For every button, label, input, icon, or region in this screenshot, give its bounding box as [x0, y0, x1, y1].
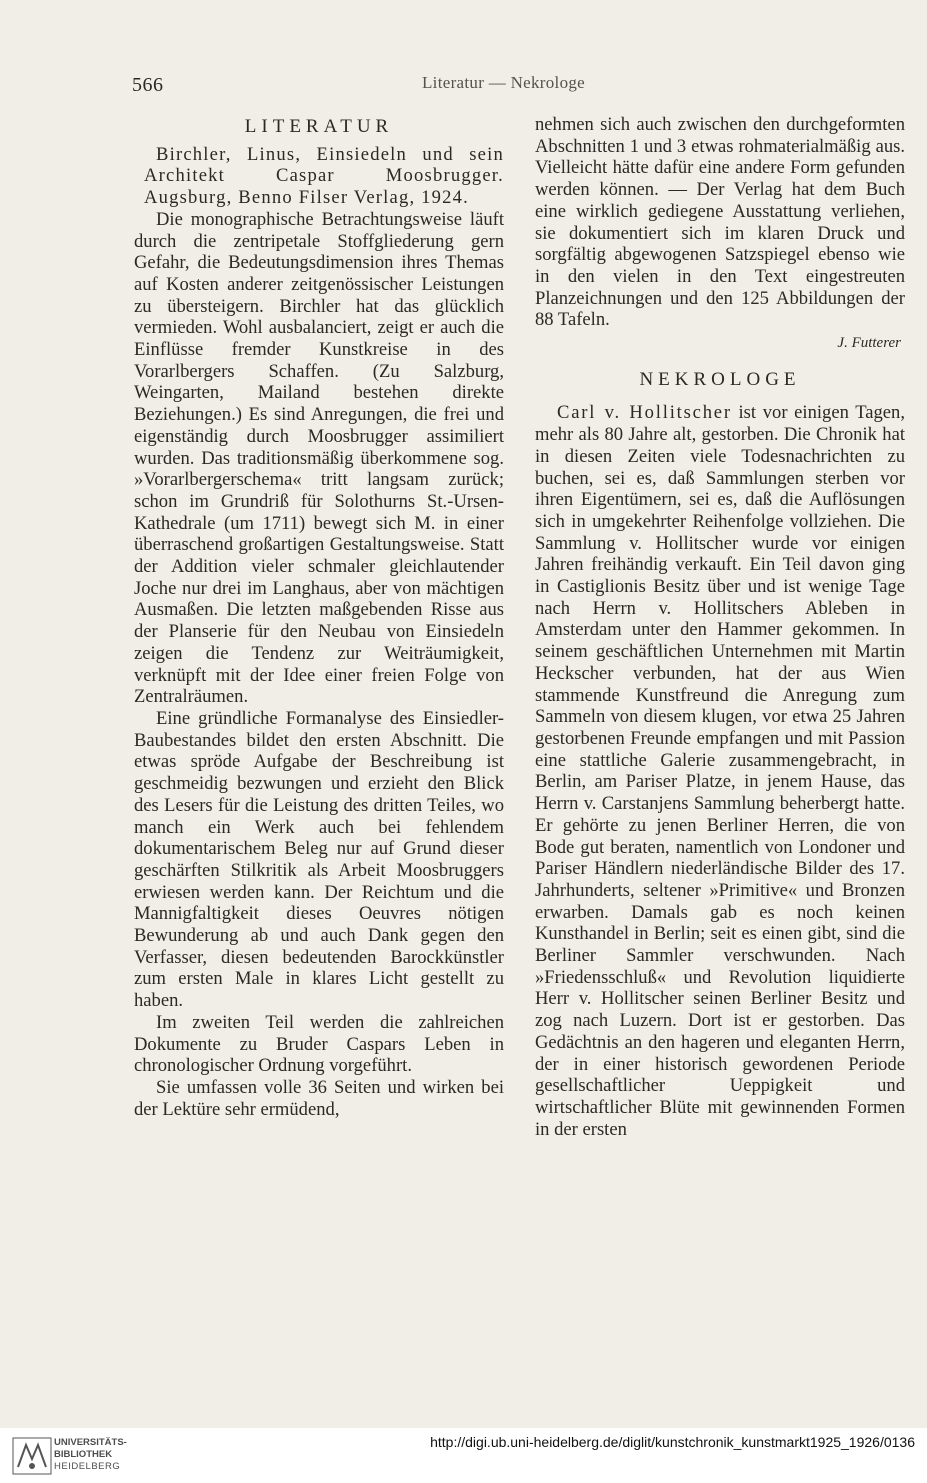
obituary-paragraph: [535, 402, 905, 1140]
review-paragraph-4: Sie umfassen volle 36 Seiten und wirken bei der Lektüre sehr ermüdend,: [134, 1076, 504, 1120]
author-signature: J. Futterer: [837, 335, 901, 352]
page-number: 566: [132, 74, 164, 96]
section-title-nekrologe: NEKROLOGE: [639, 368, 801, 390]
library-name: [54, 1437, 127, 1473]
obituary-text: ist vor einigen Tagen, mehr als 80 Jahre alt, gestorben. Die Chronik hat in diesen Zeiten viele Todesnachrichten zu buchen, sei es, daß Sammlungen sterben vor ihren Eigentümern, sei es, daß die Auflösungen sich in umgekehrter Reihenfolge vollziehen. Die Sammlung v. Hollitscher wurde vor einigen Jahren freihändig verkauft. Ein Teil davon ging in Castiglionis Besitz über und ist wenige Tage nach Herrn v. Hollitschers Ableben in Amsterdam unter den Hammer gekommen. In seinem geschäftlichen Unternehmen mit Martin Heckscher verbunden, hat der aus Wien stammende Kunstfreund die Anregung zum Sammeln von diesem klugen, vor etwa 25 Jahren gestorbenen Freunde empfangen und mit Passion eine stattliche Galerie zusammengebracht, in Berlin, am Pariser Platze, in jenem Hause, das Herrn v. Carstanjens Sammlung beherbergt hatte. Er gehörte zu jenen Berliner Herren, die von Bode gut beraten, namentlich von Londoner und Pariser Händlern niederländische Bilder des 17. Jahrhunderts, seltener »Primitive« und Bronzen erwarben. Damals gab es noch keinen Kunsthandel in Berlin; seit es einen gibt, sind die Berliner Sammler verschwunden. Nach »Friedensschluß« und Revolution liquidierte Herr v. Hollitscher seinen Berliner Besitz und zog nach Luzern. Dort ist er gestorben. Das Gedächtnis an den hageren und eleganten Herrn, der in einer historisch gewordenen Periode gesellschaftlicher Ueppigkeit und wirtschaftlicher Blüte mit gewinnenden Formen in der ersten: [535, 402, 905, 1140]
review-continuation: nehmen sich auch zwischen den durchgeformten Abschnitten 1 und 3 etwas rohmaterialmäßig aus. Vielleicht hätte dafür eine andere Form gefunden werden können. — Der Verlag hat dem Buch eine wirklich gediegene Ausstattung verliehen, sie dokumentiert sich im klaren Druck und sorgfältig abgewogenen Satzspiegel ebenso wie in den vielen in den Text eingestreuten Planzeichnungen und den 125 Abbildungen der 88 Tafeln.: [535, 114, 905, 331]
library-line-3: HEIDELBERG: [54, 1461, 121, 1472]
page-header: [0, 70, 927, 100]
left-column: [134, 114, 504, 1120]
bib-author: Birchler, Linus, Einsiedeln und: [156, 143, 454, 165]
library-line-1: UNIVERSITÄTS-: [54, 1437, 127, 1448]
bib-details: sein Architekt Caspar Moosbrugger. Augsburg, Benno Filser Verlag, 1924.: [144, 143, 504, 209]
digitization-footer: [0, 1428, 927, 1483]
obituary-name: Carl v. Hollitscher: [557, 402, 732, 424]
library-logo-icon: [12, 1437, 52, 1475]
right-column: [535, 114, 905, 1140]
review-paragraph-2: Eine gründliche Formanalyse des Einsiedler-Baubestandes bildet den ersten Abschnitt. Die etwas spröde Aufgabe der Beschreibung ist geschmeidig bezwungen und erzieht den Blick des Lesers für die Leistung des dritten Teiles, wo manch ein Werk auch bei fehlendem dokumentarischem Beleg nur auf Grund dieser geschärften Stilkritik als Arbeit Moosbruggers erwiesen werden kann. Der Reichtum und die Mannigfaltigkeit dieses Oeuvres nötigen Bewunderung ab und auch Dank gegen den Verfasser, diesen bedeutenden Barockkünstler zum ersten Male in klares Licht gestellt zu haben.: [134, 707, 504, 1012]
library-line-2: BIBLIOTHEK: [54, 1449, 113, 1460]
review-paragraph-1: Die monographische Betrachtungsweise läuft durch die zentripetale Stoffgliederung gern Gefahr, die Bedeutungsdimension ihres Themas auf Kosten anderer zeitgenössischer Leistungen zu übersteigern. Birchler hat das glücklich vermieden. Wohl ausbalanciert, zeigt er auch die Einflüsse fremder Kunstkreise in des Vorarlbergers Schaffen. (Zu Salzburg, Weingarten, Mailand bestehen direkte Beziehungen.) Es sind Anregungen, die frei und eigenständig durch Moosbrugger assimiliert wurden. Das traditionsmäßig überkommene sog. »Vorarlbergerschema« tritt langsam zurück; schon im Grundriß für Solothurns St.-Ursen-Kathedrale (um 1711) bewegt sich M. in einer überraschend großartigen Gestaltungsweise. Statt der Addition vieler schmaler gleichlautender Joche nur drei im Langhaus, aber von mächtigen Ausmaßen. Die letzten maßgebenden Risse aus der Planserie für den Neubau von Einsiedeln zeigen die Tendenz zur Weiträumigkeit, verknüpft mit der Idee einer freien Folge von Zentralräumen.: [134, 208, 504, 708]
running-title: Literatur — Nekrologe: [422, 73, 586, 92]
review-paragraph-3: Im zweiten Teil werden die zahlreichen Dokumente zu Bruder Caspars Leben in chronologischer Ordnung vorgeführt.: [134, 1011, 504, 1077]
bibliographic-entry: [134, 144, 504, 209]
section-title-literatur: LITERATUR: [244, 116, 394, 137]
source-url-link[interactable]: http://digi.ub.uni-heidelberg.de/diglit/kunstchronik_kunstmarkt1925_1926/0136: [430, 1434, 915, 1450]
